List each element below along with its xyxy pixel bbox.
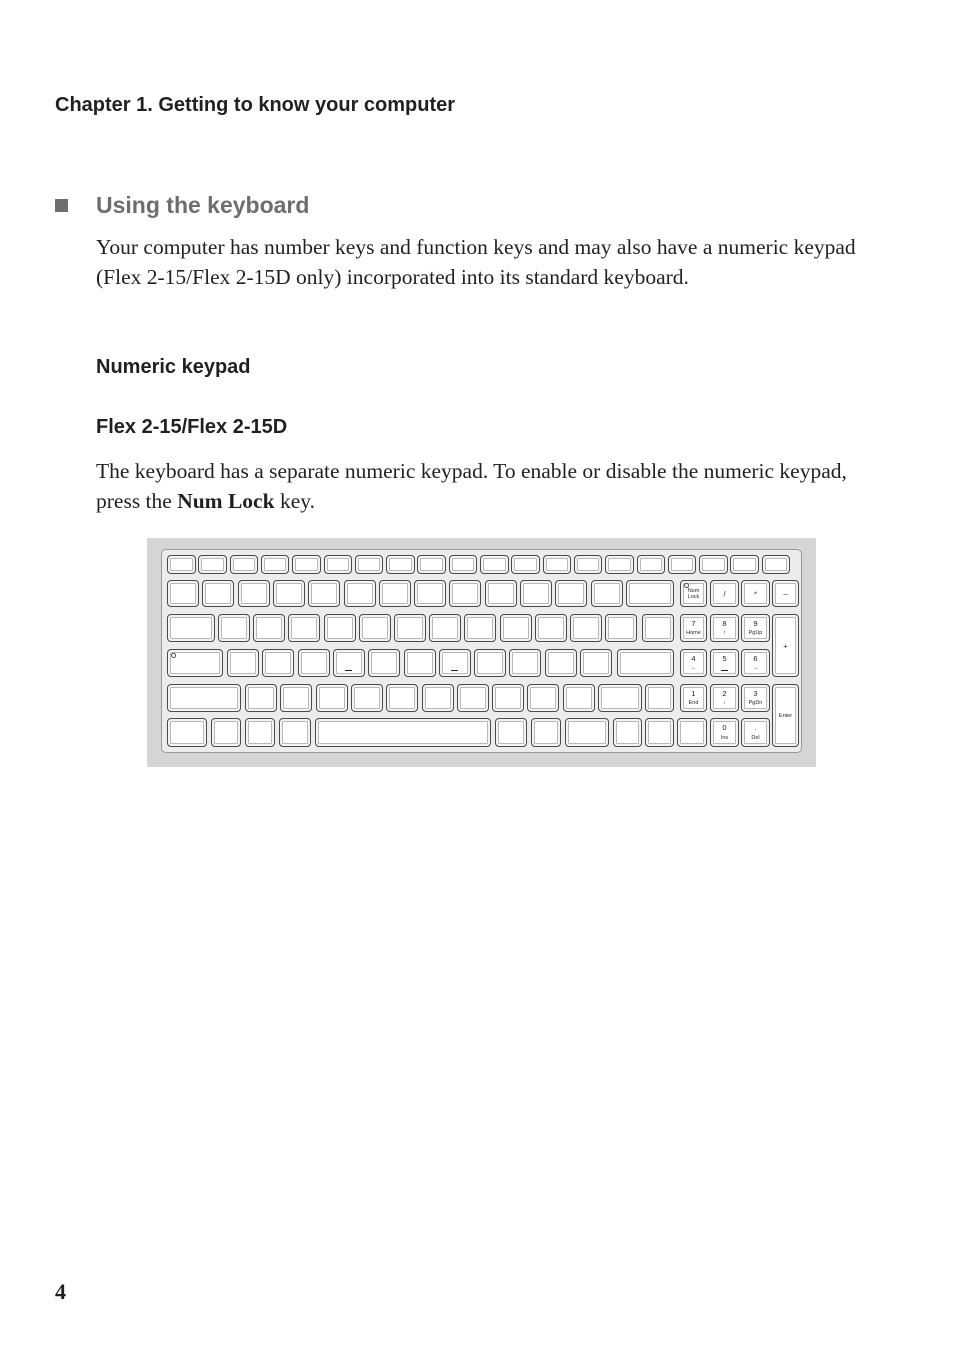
- letter-key: [394, 614, 426, 642]
- number-row-key: [308, 580, 340, 607]
- number-row-key: [202, 580, 234, 607]
- numlock-text-after: key.: [274, 488, 315, 513]
- letter-key: [545, 649, 577, 677]
- letter-key: [227, 649, 259, 677]
- k8-sub-label: ↑: [723, 629, 726, 636]
- number-row-key: [485, 580, 517, 607]
- function-key: [699, 555, 728, 574]
- function-key: [198, 555, 227, 574]
- intro-paragraph: Your computer has number keys and function keys and may also have a numeric keypad (Flex 2-15/Flex 2-15D only) incorporated into its standard keyboard.: [96, 235, 856, 289]
- letter-key: [474, 649, 506, 677]
- function-key: [762, 555, 791, 574]
- k1-sub-label: End: [688, 699, 699, 706]
- k0-sub-label: Ins: [720, 734, 729, 741]
- letter-key: [605, 614, 637, 642]
- arrow-right-key: [677, 718, 707, 747]
- function-key: [543, 555, 572, 574]
- backspace-key: [626, 580, 674, 607]
- indicator-dot-icon: [171, 653, 176, 658]
- square-bullet-icon: [55, 199, 68, 212]
- k7-sub-label: Home: [686, 629, 701, 636]
- k5-label: 5: [722, 654, 727, 663]
- keypad-1-key: [680, 684, 707, 712]
- kdot-label: .: [754, 723, 757, 732]
- k1-label: 1: [691, 689, 696, 698]
- caps-lock-key: [167, 649, 223, 677]
- letter-key: [359, 614, 391, 642]
- letter-key: [324, 614, 356, 642]
- keypad-minus-key: [772, 580, 799, 607]
- keypad-9-key: [741, 614, 770, 642]
- k3-sub-label: PgDn: [748, 699, 763, 706]
- keypad-4-key: [680, 649, 707, 677]
- function-key: [324, 555, 353, 574]
- letter-key: [509, 649, 541, 677]
- keypad-dot-key: [741, 718, 770, 747]
- keypad-plus-key: [772, 614, 799, 677]
- page-number: 4: [55, 1279, 66, 1304]
- letter-key: [570, 614, 602, 642]
- section-title: [55, 192, 309, 219]
- model-heading: Flex 2-15/Flex 2-15D: [96, 416, 288, 438]
- section-title-text: Using the keyboard: [96, 192, 310, 218]
- letter-key: [422, 684, 454, 712]
- function-key: [449, 555, 478, 574]
- arrow-down-key: [645, 718, 674, 747]
- k2-sub-label: ↓: [723, 699, 726, 706]
- function-key: [230, 555, 259, 574]
- function-key: [511, 555, 540, 574]
- enter-main-key: [617, 649, 674, 677]
- minus-label: –: [783, 588, 788, 598]
- k2-label: 2: [722, 689, 727, 698]
- letter-key: [457, 684, 489, 712]
- numlock-label: [681, 588, 706, 600]
- function-key: [605, 555, 634, 574]
- number-row-key: [555, 580, 587, 607]
- k4-label: 4: [691, 654, 696, 663]
- letter-key: [500, 614, 532, 642]
- k7-label: 7: [691, 619, 696, 628]
- windows-key: [245, 718, 275, 747]
- number-row-key: [273, 580, 305, 607]
- function-key: [386, 555, 415, 574]
- keyboard-figure: [147, 538, 816, 767]
- letter-key: [262, 649, 294, 677]
- k3-label: 3: [753, 689, 758, 698]
- function-key: [480, 555, 509, 574]
- numlock-key-name: Num Lock: [177, 488, 275, 513]
- enter-label: Enter: [778, 712, 793, 719]
- letter-key: [563, 684, 595, 712]
- space-bar: [315, 718, 491, 747]
- letter-key: [386, 684, 418, 712]
- function-key: [637, 555, 666, 574]
- arrow-up-key: [645, 684, 674, 712]
- arrow-left-key: [613, 718, 642, 747]
- right-shift-key: [598, 684, 642, 712]
- numlock-label-bottom: Lock: [687, 593, 700, 600]
- keypad-5-key: [710, 649, 739, 677]
- home-row-bump-icon: [451, 670, 458, 671]
- number-row-key: [449, 580, 481, 607]
- fn-key: [211, 718, 241, 747]
- function-key: [417, 555, 446, 574]
- k9-label: 9: [753, 619, 758, 628]
- tab-key: [167, 614, 215, 642]
- function-key: [668, 555, 697, 574]
- k9-sub-label: PgUp: [748, 629, 763, 636]
- home-row-bump-icon: [345, 670, 352, 671]
- keypad-7-key: [680, 614, 707, 642]
- letter-key: [298, 649, 330, 677]
- k8-label: 8: [722, 619, 727, 628]
- function-key: [167, 555, 196, 574]
- letter-key: [218, 614, 250, 642]
- letter-key: [253, 614, 285, 642]
- keyboard-body: [161, 549, 802, 753]
- keypad-0-key: [710, 718, 739, 747]
- function-key: [261, 555, 290, 574]
- k6-sub-label: →: [752, 664, 759, 671]
- function-key: [730, 555, 759, 574]
- letter-key: [288, 614, 320, 642]
- letter-key: [333, 649, 365, 677]
- letter-key: [464, 614, 496, 642]
- letter-key: [280, 684, 312, 712]
- number-row-key: [379, 580, 411, 607]
- kdot-sub-label: Del: [751, 734, 760, 741]
- plus-label: +: [783, 640, 788, 650]
- keypad-6-key: [741, 649, 770, 677]
- letter-key: [368, 649, 400, 677]
- backslash-key: [642, 614, 674, 642]
- keypad-3-key: [741, 684, 770, 712]
- keypad-enter-key: [772, 684, 799, 747]
- left-shift-key: [167, 684, 241, 712]
- number-row-key: [414, 580, 446, 607]
- letter-key: [316, 684, 348, 712]
- number-row-key: [238, 580, 270, 607]
- ctrl-key: [167, 718, 207, 747]
- letter-key: [580, 649, 612, 677]
- letter-key: [527, 684, 559, 712]
- alt-right-key: [495, 718, 527, 747]
- keypad-slash-key: [710, 580, 739, 607]
- slash-label: /: [723, 588, 726, 598]
- k4-sub-label: ←: [690, 664, 697, 671]
- letter-key: [492, 684, 524, 712]
- letter-key: [439, 649, 471, 677]
- context-key: [565, 718, 609, 747]
- keypad-2-key: [710, 684, 739, 712]
- letter-key: [429, 614, 461, 642]
- numlock-label-top: Num: [687, 587, 700, 594]
- home-row-bump-icon: [721, 670, 728, 671]
- function-key: [292, 555, 321, 574]
- letter-key: [351, 684, 383, 712]
- numlock-text-before: The keyboard has a separate numeric keypad. To enable or disable the numeric keypad, press the: [96, 459, 847, 513]
- numeric-keypad-heading: Numeric keypad: [96, 356, 251, 378]
- keypad-asterisk-key: [741, 580, 770, 607]
- k6-label: 6: [753, 654, 758, 663]
- k0-label: 0: [722, 723, 727, 732]
- keypad-numlock-key: [680, 580, 707, 607]
- ctrl-right-key: [531, 718, 561, 747]
- letter-key: [245, 684, 277, 712]
- alt-key: [279, 718, 311, 747]
- letter-key: [404, 649, 436, 677]
- number-row-key: [520, 580, 552, 607]
- number-row-key: [591, 580, 623, 607]
- chapter-header: Chapter 1. Getting to know your computer: [55, 94, 456, 116]
- numlock-paragraph: [96, 457, 886, 516]
- function-key: [574, 555, 603, 574]
- letter-key: [535, 614, 567, 642]
- number-row-key: [344, 580, 376, 607]
- number-row-key: [167, 580, 199, 607]
- keypad-8-key: [710, 614, 739, 642]
- asterisk-label: *: [754, 588, 757, 598]
- function-key: [355, 555, 384, 574]
